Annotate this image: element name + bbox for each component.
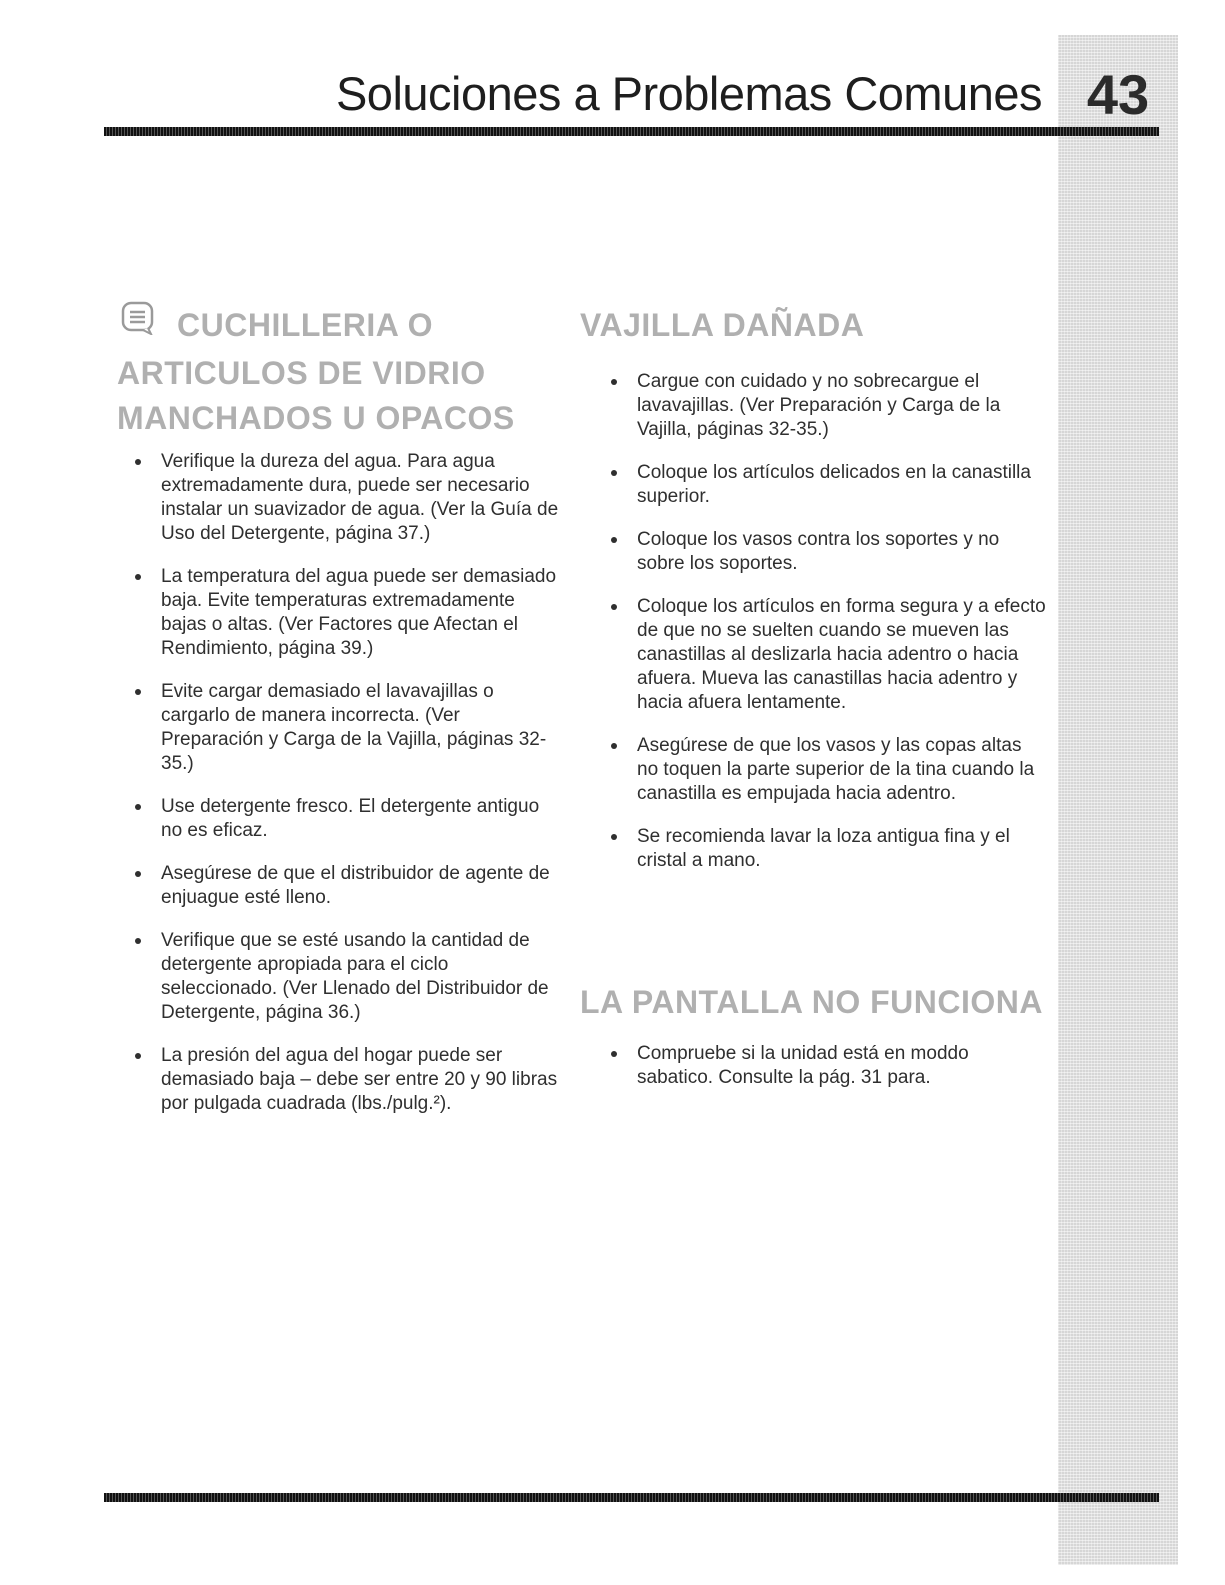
note-icon [121, 301, 155, 347]
list-item: Verifique que se esté usando la cantidad de detergente apropiada para el ciclo seleccionado. (Ver Llenado del Distribuidor de Detergente, página 36.) [131, 929, 561, 1025]
list-item: La presión del agua del hogar puede ser demasiado baja – debe ser entre 20 y 90 libras por pulgada cuadrada (lbs./pulg.²). [131, 1044, 561, 1116]
list-item: Compruebe si la unidad está en moddo sabatico. Consulte la pág. 31 para. [607, 1042, 1027, 1090]
display-tips-list [607, 1042, 1027, 1109]
heading-line: CUCHILLERIA O [177, 307, 433, 343]
list-item: Asegúrese de que los vasos y las copas altas no toquen la parte superior de la tina cuando la canastilla es empujada hacia adentro. [607, 734, 1047, 806]
list-item: Coloque los artículos en forma segura y a efecto de que no se suelten cuando se mueven las canastillas al deslizarla hacia adentro o hacia afuera. Mueva las canastillas hacia adentro y hacia afuera lentamente. [607, 595, 1047, 715]
list-item: Cargue con cuidado y no sobrecargue el lavavajillas. (Ver Preparación y Carga de la Vajilla, páginas 32-35.) [607, 370, 1047, 442]
footer-rule [104, 1493, 1159, 1502]
cutlery-tips-list [131, 450, 561, 1135]
page-title: Soluciones a Problemas Comunes [335, 67, 1042, 120]
list-item: Se recomienda lavar la loza antigua fina y el cristal a mano. [607, 825, 1047, 873]
list-item: Use detergente fresco. El detergente antiguo no es eficaz. [131, 795, 561, 843]
dishes-tips-list [607, 370, 1047, 892]
list-item: Coloque los vasos contra los soportes y no sobre los soportes. [607, 528, 1047, 576]
side-tab-band [1058, 35, 1178, 1565]
section-heading-display: LA PANTALLA NO FUNCIONA [580, 984, 1043, 1020]
heading-line: MANCHADOS U OPACOS [117, 399, 515, 436]
list-item: La temperatura del agua puede ser demasiado baja. Evite temperaturas extremadamente bajas o altas. (Ver Factores que Afectan el Rendimiento, página 39.) [131, 565, 561, 661]
section-heading-dishes: VAJILLA DAÑADA [580, 307, 865, 343]
section-heading-cutlery [117, 303, 577, 441]
header-rule [104, 127, 1159, 136]
list-item: Coloque los artículos delicados en la canastilla superior. [607, 461, 1047, 509]
list-item: Asegúrese de que el distribuidor de agente de enjuague esté lleno. [131, 862, 561, 910]
list-item: Verifique la dureza del agua. Para agua extremadamente dura, puede ser necesario instalar un suavizador de agua. (Ver la Guía de Uso del Detergente, página 37.) [131, 450, 561, 546]
heading-line: ARTICULOS DE VIDRIO [117, 354, 486, 391]
page-number: 43 [1086, 63, 1150, 126]
list-item: Evite cargar demasiado el lavavajillas o cargarlo de manera incorrecta. (Ver Preparación y Carga de la Vajilla, páginas 32-35.) [131, 680, 561, 776]
